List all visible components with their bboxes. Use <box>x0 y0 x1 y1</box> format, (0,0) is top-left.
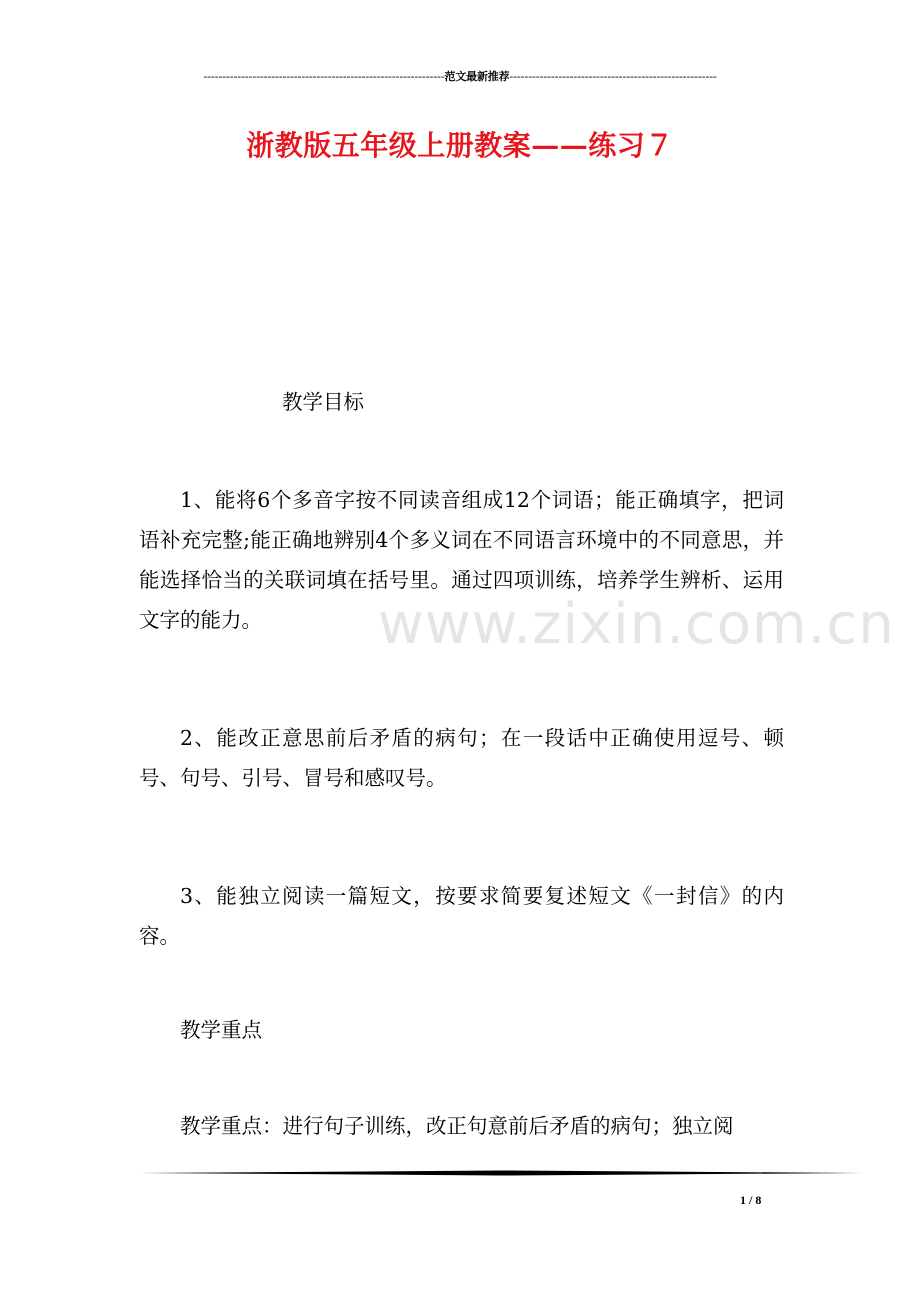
footer-divider <box>140 1170 862 1176</box>
goal-item-1: 1、能将6个多音字按不同读音组成12个词语；能正确填字，把词语补充完整;能正确地辨别4个多义词在不同语言环境中的不同意思，并能选择恰当的关联词填在括号里。通过四项训练，培养学生辨析、运用文字的能力。 <box>139 488 784 632</box>
header-right-dashes: ------------------------------------------------------- <box>509 70 717 83</box>
key-text: 教学重点：进行句子训练，改正句意前后矛盾的病句；独立阅 <box>180 1114 734 1138</box>
goal-heading: 教学目标 <box>282 390 364 414</box>
watermark: www.zixin.com.cn <box>378 592 895 657</box>
goal-item-2: 2、能改正意思前后矛盾的病句；在一段话中正确使用逗号、顿号、句号、引号、冒号和感叹号。 <box>139 726 784 790</box>
header-label: 范文最新推荐 <box>444 70 510 83</box>
document-title: 浙教版五年级上册教案——练习７ <box>246 129 674 162</box>
key-heading: 教学重点 <box>180 1018 262 1042</box>
goal-item-3: 3、能独立阅读一篇短文，按要求简要复述短文《一封信》的内容。 <box>139 884 784 948</box>
header-left-dashes: ---------------------------------------------------------------- <box>203 70 445 83</box>
page-header <box>138 68 782 84</box>
page-number: 1 / 8 <box>740 1193 762 1207</box>
